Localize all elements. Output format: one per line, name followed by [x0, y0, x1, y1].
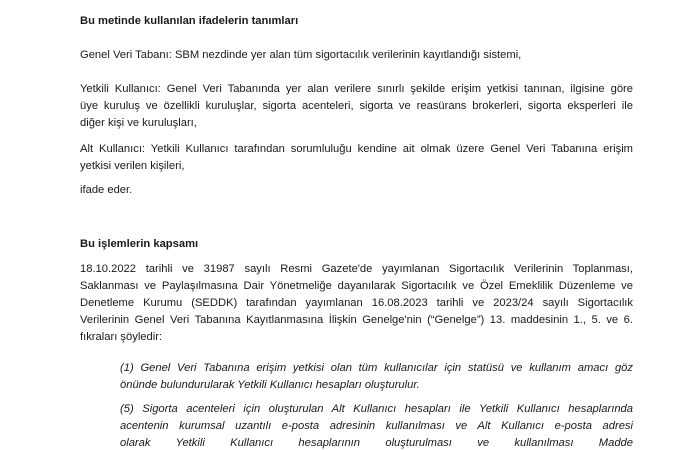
scope-paragraph-line-2: Saklanması ve Paylaşılmasına Dair Yönetmeliğe dayanılarak Sigortacılık ve Özel Emeklilik Düzenleme ve [80, 280, 633, 292]
definition-yetkili-kullanici-line-3: diğer kişi ve kuruluşları, [80, 117, 197, 129]
definition-yetkili-kullanici-line-1: Yetkili Kullanıcı: Genel Veri Tabanında yer alan verilere sınırlı şekilde erişim yetkisi tanınan, ilgisine göre [80, 83, 633, 95]
definitions-closing: ifade eder. [80, 184, 133, 196]
definition-genel-veri-tabani: Genel Veri Tabanı: SBM nezdinde yer alan tüm sigortacılık verilerinin kayıtlandığı sistemi, [80, 49, 522, 61]
scope-item-5-line-1: (5) Sigorta acenteleri için oluşturulan Alt Kullanıcı hesapları ile Yetkili Kullanıcı hesaplarında [120, 403, 633, 415]
definitions-heading: Bu metinde kullanılan ifadelerin tanımları [80, 15, 299, 27]
definition-alt-kullanici-line-1: Alt Kullanıcı: Yetkili Kullanıcı tarafından sorumluluğu kendine ait olmak üzere Genel Veri Tabanına erişim [80, 143, 633, 155]
scope-item-5-line-3: olarak Yetkili Kullanıcı hesaplarının oluşturulması ve kullanılması Madde [120, 437, 633, 449]
scope-heading: Bu işlemlerin kapsamı [80, 238, 199, 250]
scope-paragraph-line-5: fıkraları şöyledir: [80, 331, 163, 343]
scope-item-1-line-2: önünde bulundurularak Yetkili Kullanıcı hesapları oluşturulur. [120, 379, 420, 391]
definition-alt-kullanici-line-2: yetkisi verilen kişileri, [80, 160, 185, 172]
scope-paragraph-line-4: Verilerinin Genel Veri Tabanına Kayıtlanmasına İlişkin Genelge'nin (“Genelge”) 13. maddesinin 1., 5. ve 6. [80, 314, 633, 326]
scope-item-5-line-2: acentenin kurumsal uzantılı e-posta adresinin kullanılması ve Alt Kullanıcı e-posta adresi [120, 420, 633, 432]
scope-paragraph-line-1: 18.10.2022 tarihli ve 31987 sayılı Resmi Gazete'de yayımlanan Sigortacılık Verilerinin Toplanması, [80, 263, 633, 275]
definition-yetkili-kullanici-line-2: üye kuruluş ve özellikli kuruluşlar, sigorta acenteleri, sigorta ve reasürans brokerleri, sigorta eksperleri ile [80, 100, 633, 112]
scope-paragraph-line-3: Denetleme Kurumu (SEDDK) tarafından yayımlanan 16.08.2023 tarihli ve 2023/24 sayılı Sigortacılık [80, 297, 633, 309]
scope-item-1-line-1: (1) Genel Veri Tabanına erişim yetkisi olan tüm kullanıcılar için statüsü ve kullanım amacı göz [120, 362, 633, 374]
